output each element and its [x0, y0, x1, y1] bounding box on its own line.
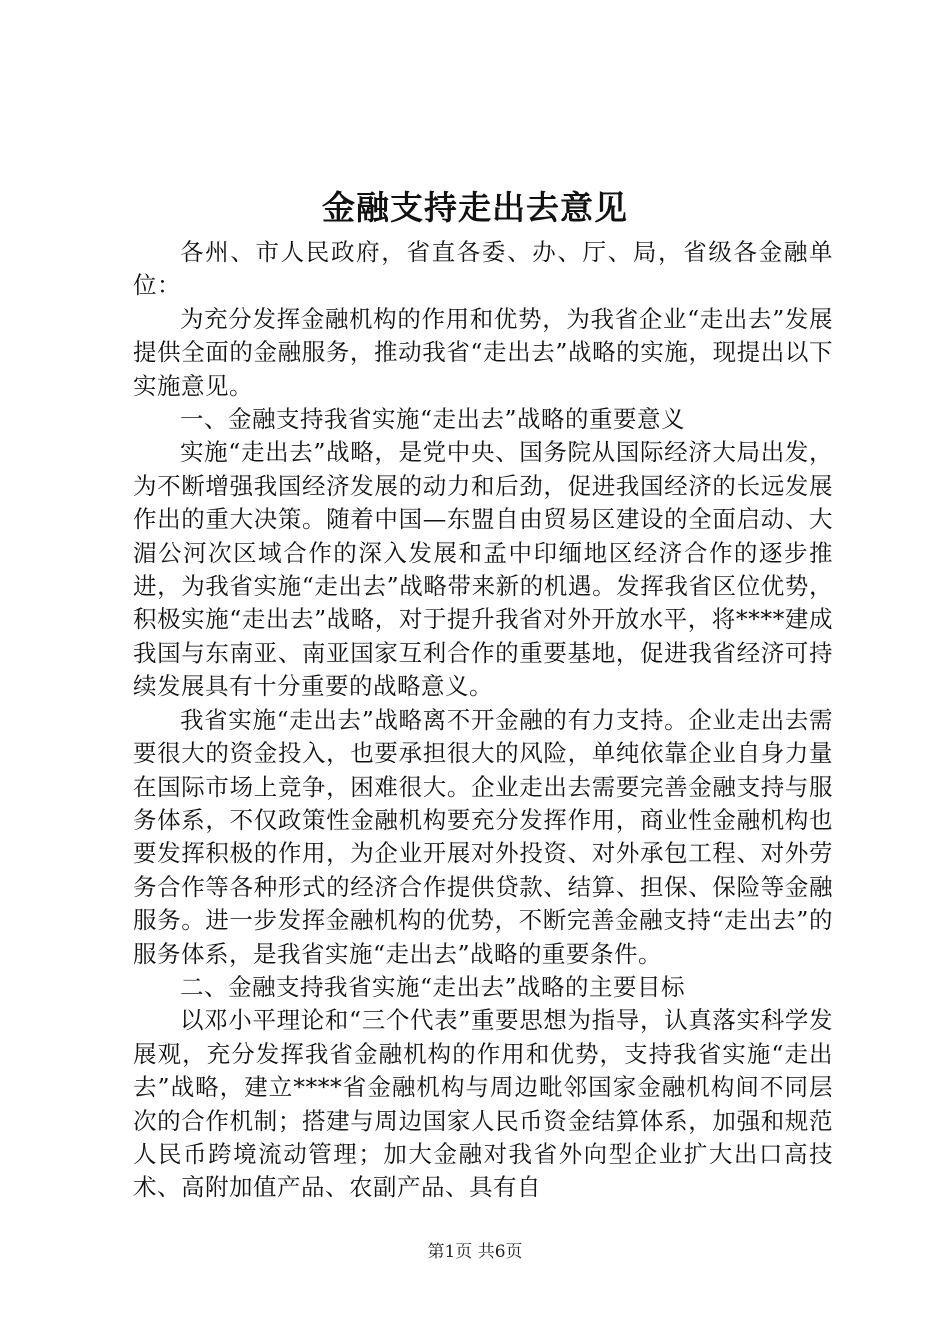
paragraph-intro: 为充分发挥金融机构的作用和优势，为我省企业“走出去”发展提供全面的金融服务，推动我省“走出去”战略的实施，现提出以下实施意见。: [133, 304, 833, 400]
paragraph-goals: 以邓小平理论和“三个代表”重要思想为指导，认真落实科学发展观，充分发挥我省金融机构的作用和优势，支持我省实施“走出去”战略，建立****省金融机构与周边毗邻国家金融机构间不同层次的合作机制；搭建与周边国家人民币资金结算体系，加强和规范人民币跨境流动管理；加大金融对我省外向型企业扩大出口高技术、高附加值产品、农副产品、具有自: [133, 1006, 833, 1202]
section-heading-2: 二、金融支持我省实施“走出去”战略的主要目标: [180, 972, 686, 1001]
section-heading-1: 一、金融支持我省实施“走出去”战略的重要意义: [180, 405, 686, 434]
paragraph-significance: 实施“走出去”战略，是党中央、国务院从国际经济大局出发，为不断增强我国经济发展的动力和后劲，促进我国经济的长远发展作出的重大决策。随着中国—东盟自由贸易区建设的全面启动、大湄公河次区域合作的深入发展和孟中印缅地区经济合作的逐步推进，为我省实施“走出去”战略带来新的机遇。发挥我省区位优势，积极实施“走出去”战略，对于提升我省对外开放水平，将****建成我国与东南亚、南亚国家互利合作的重要基地，促进我省经济可持续发展具有十分重要的战略意义。: [133, 438, 833, 701]
page-number-footer: 第1页 共6页: [427, 1242, 523, 1262]
paragraph-salutation: 各州、市人民政府，省直各委、办、厅、局，省级各金融单位：: [133, 238, 833, 300]
document-body: [133, 236, 833, 1205]
paragraph-financial-support: 我省实施“走出去”战略离不开金融的有力支持。企业走出去需要很大的资金投入，也要承担很大的风险，单纯依靠企业自身力量在国际市场上竞争，困难很大。企业走出去需要完善金融支持与服务体系，不仅政策性金融机构要充分发挥作用，商业性金融机构也要发挥积极的作用，为企业开展对外投资、对外承包工程、对外劳务合作等各种形式的经济合作提供贷款、结算、担保、保险等金融服务。进一步发挥金融机构的优势，不断完善金融支持“走出去”的服务体系，是我省实施“走出去”战略的重要条件。: [133, 705, 833, 968]
document-title: 金融支持走出去意见: [322, 188, 628, 227]
